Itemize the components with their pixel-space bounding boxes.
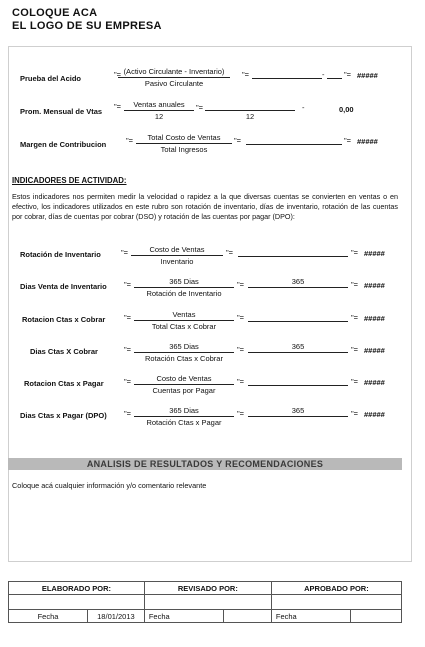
aprobado-signature-cell[interactable]: [271, 595, 401, 610]
ratio-label: Dias Venta de Inventario: [20, 282, 107, 291]
equals-sign: "=: [237, 313, 245, 322]
fraction-numerator: 365: [248, 406, 348, 417]
blank-line: [246, 144, 342, 145]
ratio-result: #####: [364, 346, 385, 355]
equals-sign: "=: [237, 345, 245, 354]
ratio-row-dias-ctas-cobrar: [0, 341, 425, 371]
dash-separator: -: [322, 70, 325, 79]
equals-sign: "=: [124, 313, 132, 322]
ratio-row-margen: [0, 132, 425, 162]
blank-line: [248, 385, 348, 386]
equals-sign: "=: [196, 103, 204, 112]
ratio-label: Prueba del Acido: [20, 74, 81, 83]
fraction-numerator: [205, 100, 295, 111]
equals-sign: "=: [237, 280, 245, 289]
analysis-band-title: ANALISIS DE RESULTADOS Y RECOMENDACIONES: [8, 458, 402, 470]
ratio-row-rotacion-inventario: [0, 244, 425, 274]
ratio-label: Rotación de Inventario: [20, 250, 101, 259]
equals-sign: "=: [237, 409, 245, 418]
fraction-numerator: Costo de Ventas: [134, 374, 234, 385]
elaborado-signature-cell[interactable]: [9, 595, 145, 610]
fraction-numerator: 365: [248, 277, 348, 288]
fecha-label: Fecha: [9, 610, 88, 623]
equals-sign: "=: [242, 70, 250, 79]
fraction-numerator: (Activo Circulante - Inventario): [118, 67, 230, 78]
dash-separator: -: [302, 103, 305, 112]
fecha-value[interactable]: 18/01/2013: [88, 610, 145, 623]
fraction-denominator: Cuentas por Pagar: [152, 386, 216, 395]
equals-sign: "=: [344, 70, 352, 79]
equals-sign: "=: [124, 409, 132, 418]
ratio-result: #####: [364, 410, 385, 419]
fraction-numerator: 365 Dias: [134, 277, 234, 288]
ratio-row-rotacion-ctas-pagar: [0, 373, 425, 403]
fraction-numerator: 365 Dias: [134, 406, 234, 417]
activity-section-title: INDICADORES DE ACTIVIDAD:: [12, 176, 127, 185]
fraction-numerator: Costo de Ventas: [131, 245, 223, 256]
analysis-comment[interactable]: Coloque acá cualquier información y/o comentario relevante: [12, 481, 207, 490]
equals-sign: "=: [351, 280, 359, 289]
ratio-fraction: [134, 374, 234, 395]
fraction-numerator: Total Costo de Ventas: [136, 133, 232, 144]
fraction-numerator: 365: [248, 342, 348, 353]
equals-sign: "=: [124, 280, 132, 289]
fraction-denominator: Rotación Ctas x Cobrar: [145, 354, 223, 363]
equals-sign: "=: [237, 377, 245, 386]
ratio-fraction: [131, 245, 223, 266]
ratio-row-rotacion-ctas-cobrar: [0, 309, 425, 339]
fraction-numerator: 365 Dias: [134, 342, 234, 353]
fraction-denominator: Rotación Ctas x Pagar: [146, 418, 222, 427]
ratio-result: #####: [364, 281, 385, 290]
company-placeholder-line1: COLOQUE ACA: [12, 7, 98, 19]
ratio-label: Prom. Mensual de Vtas: [20, 107, 103, 116]
ratio-label: Rotacion Ctas x Cobrar: [22, 315, 106, 324]
equals-sign: "=: [344, 136, 352, 145]
blank-line: [252, 78, 322, 79]
fraction-denominator: 12: [154, 112, 164, 121]
ratio-row-prom-mensual: [0, 99, 425, 129]
signature-table: [8, 581, 402, 623]
computed-fraction: [248, 277, 348, 288]
equals-sign: "=: [351, 345, 359, 354]
equals-sign: "=: [114, 70, 122, 79]
fecha-value[interactable]: [223, 610, 271, 623]
fraction-denominator: Total Ingresos: [160, 145, 208, 154]
ratio-result: #####: [364, 249, 385, 258]
equals-sign: "=: [124, 345, 132, 354]
ratio-fraction: [134, 277, 234, 298]
fraction-denominator: Rotación de Inventario: [146, 289, 222, 298]
revisado-signature-cell[interactable]: [144, 595, 271, 610]
ratio-result: #####: [364, 314, 385, 323]
equals-sign: "=: [351, 248, 359, 257]
ratio-fraction: [134, 406, 234, 427]
fraction-denominator: 12: [245, 112, 255, 121]
blank-line: [238, 256, 348, 257]
computed-fraction: [248, 342, 348, 353]
equals-sign: "=: [124, 377, 132, 386]
fecha-value[interactable]: [350, 610, 401, 623]
ratio-result: #####: [357, 137, 378, 146]
equals-sign: "=: [351, 313, 359, 322]
ratio-fraction: [134, 342, 234, 363]
fraction-numerator: Ventas anuales: [124, 100, 194, 111]
blank-line: [327, 78, 342, 79]
company-placeholder-line2: EL LOGO DE SU EMPRESA: [12, 20, 162, 32]
ratio-row-dias-venta-inventario: [0, 276, 425, 306]
ratio-result: 0,00: [339, 105, 354, 114]
ratio-result: #####: [364, 378, 385, 387]
ratio-label: Margen de Contribucion: [20, 140, 107, 149]
ratio-fraction: [136, 133, 232, 154]
ratio-fraction: [124, 100, 194, 121]
equals-sign: "=: [126, 136, 134, 145]
ratio-label: Dias Ctas x Pagar (DPO): [20, 411, 107, 420]
revisado-header: REVISADO POR:: [144, 582, 271, 595]
ratio-label: Rotacion Ctas x Pagar: [24, 379, 104, 388]
ratio-result: #####: [357, 71, 378, 80]
equals-sign: "=: [351, 409, 359, 418]
equals-sign: "=: [114, 102, 122, 111]
fraction-denominator: Pasivo Circulante: [144, 79, 204, 88]
equals-sign: "=: [234, 136, 242, 145]
equals-sign: "=: [226, 248, 234, 257]
ratio-label: Dias Ctas X Cobrar: [30, 347, 98, 356]
fecha-label: Fecha: [271, 610, 350, 623]
fecha-label: Fecha: [144, 610, 223, 623]
equals-sign: "=: [351, 377, 359, 386]
fraction-denominator: Inventario: [160, 257, 194, 266]
computed-fraction: [205, 100, 295, 121]
activity-description: Estos indicadores nos permiten medir la velocidad o rapidez a la que diversas cuentas se convierten en ventas o en efectivo, los indicadores utilizados en este rubro son rotación de inventario, días de inventario, rotación de las cuentas por cobrar, días de cuentas por cobrar (DSO) y rotación de las cuentas por pagar (DPO):: [12, 192, 398, 221]
fraction-denominator: Total Ctas x Cobrar: [151, 322, 217, 331]
equals-sign: "=: [121, 248, 129, 257]
ratio-fraction: [134, 310, 234, 331]
ratio-row-prueba-acido: [0, 66, 425, 96]
blank-line: [248, 321, 348, 322]
fraction-numerator: Ventas: [134, 310, 234, 321]
ratio-row-dias-ctas-pagar: [0, 405, 425, 435]
ratio-fraction: [118, 67, 230, 88]
elaborado-header: ELABORADO POR:: [9, 582, 145, 595]
computed-fraction: [248, 406, 348, 417]
aprobado-header: APROBADO POR:: [271, 582, 401, 595]
